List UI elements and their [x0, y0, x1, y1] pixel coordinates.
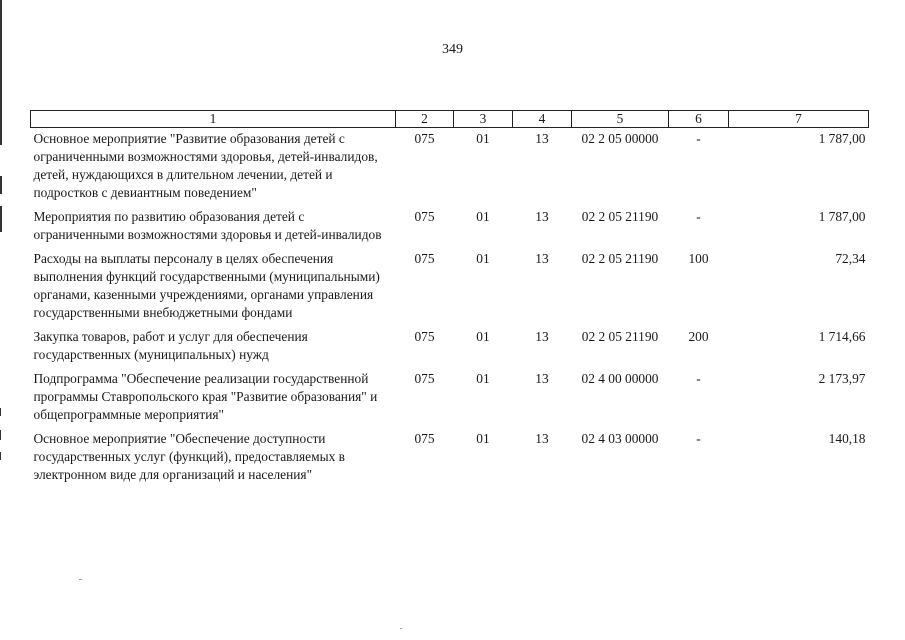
- row-target: 02 2 05 21190: [581, 251, 659, 266]
- table-row: [31, 248, 869, 326]
- row-expense-type: -: [696, 209, 701, 224]
- row-expense-type: -: [696, 431, 701, 446]
- row-expense-type: -: [696, 131, 701, 146]
- row-subsection: 13: [535, 131, 549, 146]
- row-name: Закупка товаров, работ и услуг для обеспечения государственных (муниципальных) нужд: [33, 329, 308, 362]
- table-row: [31, 206, 869, 248]
- row-target: 02 4 03 00000: [581, 431, 659, 446]
- row-section: 01: [476, 431, 490, 446]
- scan-edge-mark: [0, 430, 1, 440]
- scan-speck: [400, 628, 402, 629]
- column-header-7: 7: [729, 111, 869, 128]
- scan-edge-mark: [0, 0, 2, 145]
- row-expense-type: 100: [688, 251, 709, 266]
- budget-table: [30, 110, 869, 488]
- column-header-2: 2: [396, 111, 454, 128]
- scan-edge-mark: [0, 452, 1, 460]
- column-header-6: 6: [669, 111, 729, 128]
- row-amount: 2 173,97: [818, 371, 866, 386]
- row-subsection: 13: [535, 371, 549, 386]
- row-subsection: 13: [535, 431, 549, 446]
- row-ministry: 075: [414, 131, 435, 146]
- header-row: [31, 111, 869, 128]
- row-section: 01: [476, 209, 490, 224]
- row-ministry: 075: [414, 371, 435, 386]
- table-row: [31, 428, 869, 488]
- row-target: 02 2 05 21190: [581, 329, 659, 344]
- row-amount: 1 787,00: [818, 209, 866, 224]
- row-name: Подпрограмма "Обеспечение реализации государственной программы Ставропольского края "Развитие образования" и общепрограммные мероприятия": [33, 371, 378, 422]
- row-subsection: 13: [535, 209, 549, 224]
- column-header-3: 3: [454, 111, 513, 128]
- row-amount: 1 714,66: [818, 329, 866, 344]
- row-expense-type: -: [696, 371, 701, 386]
- row-section: 01: [476, 371, 490, 386]
- row-name: Мероприятия по развитию образования детей с ограниченными возможностями здоровья и детей-инвалидов: [33, 209, 382, 242]
- column-header-4: 4: [513, 111, 572, 128]
- row-amount: 72,34: [835, 251, 866, 266]
- table-row: [31, 368, 869, 428]
- table-row: [31, 326, 869, 368]
- column-header-1: 1: [31, 111, 396, 128]
- row-amount: 140,18: [828, 431, 866, 446]
- row-ministry: 075: [414, 251, 435, 266]
- row-section: 01: [476, 251, 490, 266]
- row-target: 02 2 05 00000: [581, 131, 659, 146]
- scan-edge-mark: [0, 408, 1, 416]
- row-section: 01: [476, 329, 490, 344]
- page-number: 349: [442, 42, 463, 57]
- row-target: 02 4 00 00000: [581, 371, 659, 386]
- row-expense-type: 200: [688, 329, 709, 344]
- row-target: 02 2 05 21190: [581, 209, 659, 224]
- row-subsection: 13: [535, 251, 549, 266]
- scan-speck: [79, 579, 82, 580]
- row-subsection: 13: [535, 329, 549, 344]
- row-ministry: 075: [414, 431, 435, 446]
- table-row: [31, 128, 869, 207]
- row-section: 01: [476, 131, 490, 146]
- row-name: Основное мероприятие "Развитие образования детей с ограниченными возможностями здоровья, детей-инвалидов, детей, нуждающихся в длительном лечении, детей и подростков с девиантным поведением": [33, 131, 378, 200]
- row-amount: 1 787,00: [818, 131, 866, 146]
- row-name: Расходы на выплаты персоналу в целях обеспечения выполнения функций государственными (муниципальными) органами, казенными учреждениями, органами управления государственными внебюджетными фондами: [33, 251, 380, 320]
- row-ministry: 075: [414, 329, 435, 344]
- row-name: Основное мероприятие "Обеспечение доступности государственных услуг (функций), предоставляемых в электронном виде для организаций и населения": [33, 431, 345, 482]
- scan-edge-mark: [0, 176, 2, 194]
- scan-edge-mark: [0, 206, 2, 232]
- row-ministry: 075: [414, 209, 435, 224]
- column-header-5: 5: [572, 111, 669, 128]
